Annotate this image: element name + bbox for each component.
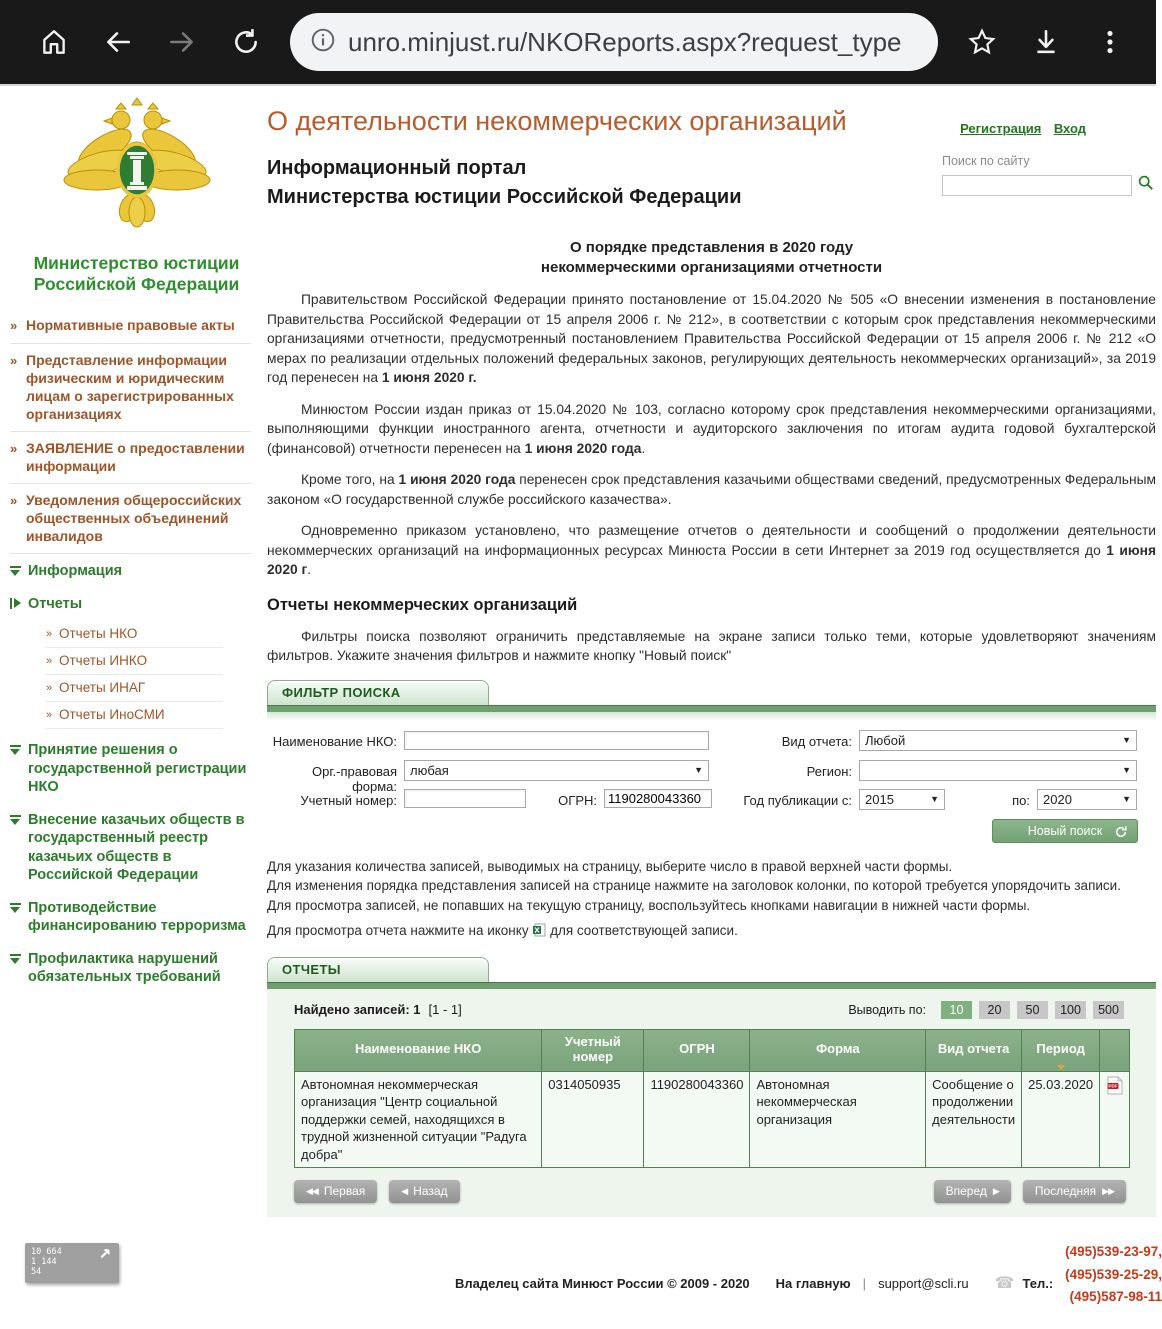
back-icon[interactable] (100, 24, 136, 60)
notice-title: О порядке представления в 2020 году некоммерческими организациями отчетности (540, 239, 883, 276)
pdf-icon[interactable] (1107, 1083, 1123, 1098)
download-icon[interactable] (1028, 24, 1064, 60)
url-text[interactable]: unro.minjust.ru/NKOReports.aspx?request_type (348, 26, 902, 57)
visitor-counter[interactable]: 10 664 1 144 54 ↗ (25, 1243, 119, 1283)
column-header-account[interactable]: Учетный номер (542, 1029, 644, 1071)
sort-icon (1057, 1065, 1065, 1070)
url-bar[interactable] (290, 13, 938, 71)
sidebar-section-reports[interactable]: Отчеты (10, 587, 255, 620)
svg-text:PDF: PDF (1107, 1083, 1118, 1089)
page-size-20[interactable]: 20 (979, 1001, 1010, 1019)
cell-period: 25.03.2020 (1022, 1071, 1100, 1168)
main-content (263, 86, 1156, 1217)
expand-icon (10, 595, 28, 614)
page-size-500[interactable]: 500 (1093, 1001, 1124, 1019)
refresh-icon (1114, 825, 1128, 839)
year-to-label: по: (1012, 792, 1030, 808)
site-search-label: Поиск по сайту (942, 154, 1030, 168)
browser-toolbar (0, 0, 1156, 86)
reload-icon[interactable] (228, 24, 264, 60)
cell-report-file (1100, 1071, 1130, 1168)
home-link[interactable]: На главную (775, 1275, 851, 1291)
nko-name-input[interactable] (404, 731, 709, 750)
new-search-button[interactable]: Новый поиск (992, 819, 1138, 843)
year-to-select[interactable]: 2020 ▼ (1037, 789, 1137, 810)
page-size-selector (848, 1001, 1124, 1019)
chevron-bullet-icon: » (10, 441, 18, 456)
cell-form: Автономная некоммерческая организация (750, 1071, 926, 1168)
phone-numbers: (495)539-23-97, (495)539-25-29, (495)587-98-11 (1065, 1244, 1162, 1304)
reports-panel (267, 989, 1156, 1218)
left-arrow-icon: ◀ (401, 1185, 408, 1196)
column-header-ogrn[interactable]: ОГРН (644, 1029, 750, 1071)
table-row (295, 1071, 1130, 1168)
chevron-bullet-icon: » (10, 493, 18, 508)
cell-ogrn: 1190280043360 (644, 1071, 750, 1168)
search-icon[interactable] (1138, 175, 1154, 196)
ministry-emblem (10, 96, 263, 247)
footer-separator: | (862, 1275, 867, 1291)
bookmark-star-icon[interactable] (964, 24, 1000, 60)
register-link[interactable]: Регистрация (960, 121, 1042, 136)
chevron-down-icon: ▼ (1122, 765, 1131, 775)
chevron-down-icon: ▼ (1122, 794, 1131, 804)
sidebar-item-reports-nko[interactable]: » Отчеты НКО (46, 621, 223, 648)
pager-first-button[interactable]: ◀◀ Первая (294, 1180, 377, 1203)
chevron-down-icon: ▼ (930, 794, 939, 804)
collapse-icon (10, 899, 28, 936)
sidebar-item-normative-acts[interactable]: » Нормативные правовые акты (10, 309, 251, 344)
notice-paragraph-3: Кроме того, на 1 июня 2020 года перенесен срок представления казачьими обществами сведений, предусмотренных Федеральным законом «О государственной службе российского казачества». (267, 472, 1156, 507)
sidebar-section-violation-prevention[interactable]: Профилактика нарушений обязательных требований (10, 942, 255, 993)
ogrn-input[interactable] (604, 789, 712, 808)
ministry-name: Министерство юстиции Российской Федерации (33, 253, 240, 294)
chevron-down-icon: ▼ (694, 765, 703, 775)
sidebar-section-cossack-register[interactable]: Внесение казачьих обществ в государственный реестр казачьих обществ в Российской Федерации (10, 803, 255, 891)
chevron-down-icon: ▼ (1122, 735, 1131, 745)
sidebar-item-reports-inko[interactable]: » Отчеты ИНКО (46, 648, 223, 675)
notice-paragraph-2: Минюстом России издан приказ от 15.04.2020 № 103, согласно которому срок представления некоммерческими организациями, выполняющими функции иностранного агента, отчетности и аудиторского заключения по итогам аудита годовой бухгалтерской (финансовой) отчетности перенесен на 1 июня 2020 года. (267, 401, 1156, 456)
column-header-form[interactable]: Форма (750, 1029, 926, 1071)
phone-label: Тел.: (1022, 1275, 1054, 1291)
double-right-arrow-icon: ▶▶ (1102, 1185, 1114, 1196)
page-size-10[interactable]: 10 (941, 1001, 972, 1019)
report-type-label: Вид отчета: (781, 733, 852, 749)
filter-form (267, 727, 1156, 847)
collapse-icon (10, 811, 28, 885)
sidebar-item-info-provision[interactable]: » Представление информации физическим и юридическим лицам о зарегистрированных организациях (10, 344, 251, 432)
region-label: Регион: (806, 763, 852, 779)
table-header-row (295, 1029, 1130, 1071)
site-search-input[interactable] (942, 175, 1132, 196)
nko-name-label: Наименование НКО: (272, 733, 397, 749)
filter-tab-fade (267, 712, 1156, 721)
external-arrow-icon: ↗ (98, 1239, 111, 1263)
notice-paragraph-1: Правительством Российской Федерации принято постановление от 15.04.2020 № 505 «О внесении изменения в постановление Правительства Российской Федерации от 15 апреля 2006 г. № 212», в соответствии с которым срок представления некоммерческими организациями отчетности, предусмотренный постановлением Правительства Российской Федерации от 15 апреля 2006 г. № 212 «О мерах по реализации отдельных положений федеральных законов, регулирующих деятельность некоммерческих организаций», за 2019 год перенесен на 1 июня 2020 г. (267, 292, 1156, 385)
usage-instructions: Для указания количества записей, выводимых на страницу, выберите число в правой верхней части формы. Для изменения порядка представления записей на странице нажмите на заголовок колонки, по которой требуется упорядочить записи. Для просмотра записей, не попавших на текущую страницу, воспользуйтесь кнопками навигации в нижней части формы. Для просмотра отчета нажмите на иконку для соответствующей записи. (267, 857, 1156, 943)
info-icon[interactable] (310, 27, 336, 58)
region-select[interactable] (859, 760, 1137, 781)
column-header-name[interactable]: Наименование НКО (295, 1029, 542, 1071)
sidebar-section-registration-decision[interactable]: Принятие решения о государственной регистрации НКО (10, 733, 255, 803)
column-header-report-type[interactable]: Вид отчета (926, 1029, 1022, 1071)
chevron-bullet-icon: » (10, 353, 18, 368)
portal-title: Информационный портал Министерства юстиции Российской Федерации (267, 157, 742, 208)
double-left-arrow-icon: ◀◀ (306, 1185, 318, 1196)
column-header-period[interactable]: Период (1022, 1029, 1100, 1071)
home-icon[interactable] (36, 24, 72, 60)
page-size-100[interactable]: 100 (1055, 1001, 1086, 1019)
login-link[interactable]: Вход (1053, 121, 1086, 136)
excel-report-icon (532, 923, 546, 943)
reports-section-heading: Отчеты некоммерческих организаций (267, 595, 578, 614)
reports-sublist (46, 621, 263, 729)
cell-nko-name: Автономная некоммерческая организация "Центр социальной поддержки семей, находящихся в трудной жизненной ситуации "Радуга добра" (295, 1071, 542, 1168)
cell-report-type: Сообщение о продолжении деятельности (926, 1071, 1022, 1168)
collapse-icon (10, 741, 28, 797)
site-search (942, 154, 1156, 212)
sidebar-section-terrorism-financing[interactable]: Противодействие финансированию терроризма (10, 891, 255, 942)
right-arrow-icon: ▶ (992, 1185, 999, 1196)
page-title: О деятельности некоммерческих организаций (267, 106, 847, 136)
phone-icon: ☎ (994, 1275, 1015, 1292)
records-range: [1 - 1] (428, 1002, 462, 1017)
pager-forward-button[interactable]: Вперед ▶ (934, 1180, 1011, 1203)
pager-last-button[interactable]: Последняя ▶▶ (1023, 1180, 1126, 1203)
forward-icon[interactable] (164, 24, 200, 60)
reports-tab[interactable]: ОТЧЕТЫ (267, 957, 489, 982)
chevron-bullet-icon: » (46, 655, 53, 667)
notice-paragraph-4: Одновременно приказом установлено, что размещение отчетов о деятельности и сообщений о продолжении деятельности некоммерческих организаций на информационных ресурсах Минюста России в сети Интернет за 2019 год осуществляется до 1 июня 2020 г. (267, 523, 1156, 577)
auth-links (952, 120, 1086, 138)
report-type-select[interactable]: Любой ▼ (859, 730, 1137, 751)
column-header-actions (1100, 1029, 1130, 1071)
chevron-bullet-icon: » (10, 318, 18, 333)
filter-search-tab[interactable]: ФИЛЬТР ПОИСКА (267, 680, 489, 705)
year-from-label: Год публикации с: (743, 792, 852, 808)
filter-tab-bar (267, 705, 1156, 712)
filter-intro-paragraph: Фильтры поиска позволяют ограничить представляемые на экране записи только теми, которые удовлетворяют значениям фильтров. Укажите значения фильтров и нажмите кнопку "Новый поиск" (267, 628, 1156, 663)
sidebar-item-reports-inag[interactable]: » Отчеты ИНАГ (46, 675, 223, 702)
page-size-label: Выводить по: (848, 1002, 926, 1017)
menu-dots-icon[interactable] (1092, 24, 1128, 60)
reports-tab-bar (267, 982, 1156, 989)
sidebar-item-notifications[interactable]: » Уведомления общероссийских общественных объединений инвалидов (10, 484, 251, 554)
page-size-50[interactable]: 50 (1017, 1001, 1048, 1019)
chevron-bullet-icon: » (46, 709, 53, 721)
year-from-select[interactable]: 2015 ▼ (859, 789, 945, 810)
pagination (294, 1180, 1126, 1203)
collapse-icon (10, 562, 28, 581)
collapse-icon (10, 950, 28, 987)
legal-form-label: Орг.-правовая форма: (312, 763, 397, 794)
sidebar-item-application[interactable]: » ЗАЯВЛЕНИЕ о предоставлении информации (10, 432, 251, 484)
pager-back-button[interactable]: ◀ Назад (389, 1180, 459, 1203)
support-email-link[interactable]: support@scli.ru (878, 1275, 969, 1291)
chevron-bullet-icon: » (46, 682, 53, 694)
account-number-label: Учетный номер: (300, 792, 397, 808)
account-number-input[interactable] (404, 789, 526, 808)
sidebar (0, 86, 263, 1217)
sidebar-item-reports-inosmi[interactable]: » Отчеты ИноСМИ (46, 702, 223, 729)
records-found-label: Найдено записей: 1 (294, 1002, 421, 1017)
sidebar-section-information[interactable]: Информация (10, 554, 255, 587)
legal-form-select[interactable]: любая ▼ (404, 760, 709, 781)
page-footer (0, 1239, 1162, 1329)
cell-account-number: 0314050935 (542, 1071, 644, 1168)
reports-table (294, 1029, 1130, 1169)
ogrn-label: ОГРН: (558, 792, 597, 808)
site-owner-text: Владелец сайта Минюст России © 2009 - 2020 (455, 1275, 750, 1291)
sidebar-menu (10, 309, 263, 554)
chevron-bullet-icon: » (46, 628, 53, 640)
